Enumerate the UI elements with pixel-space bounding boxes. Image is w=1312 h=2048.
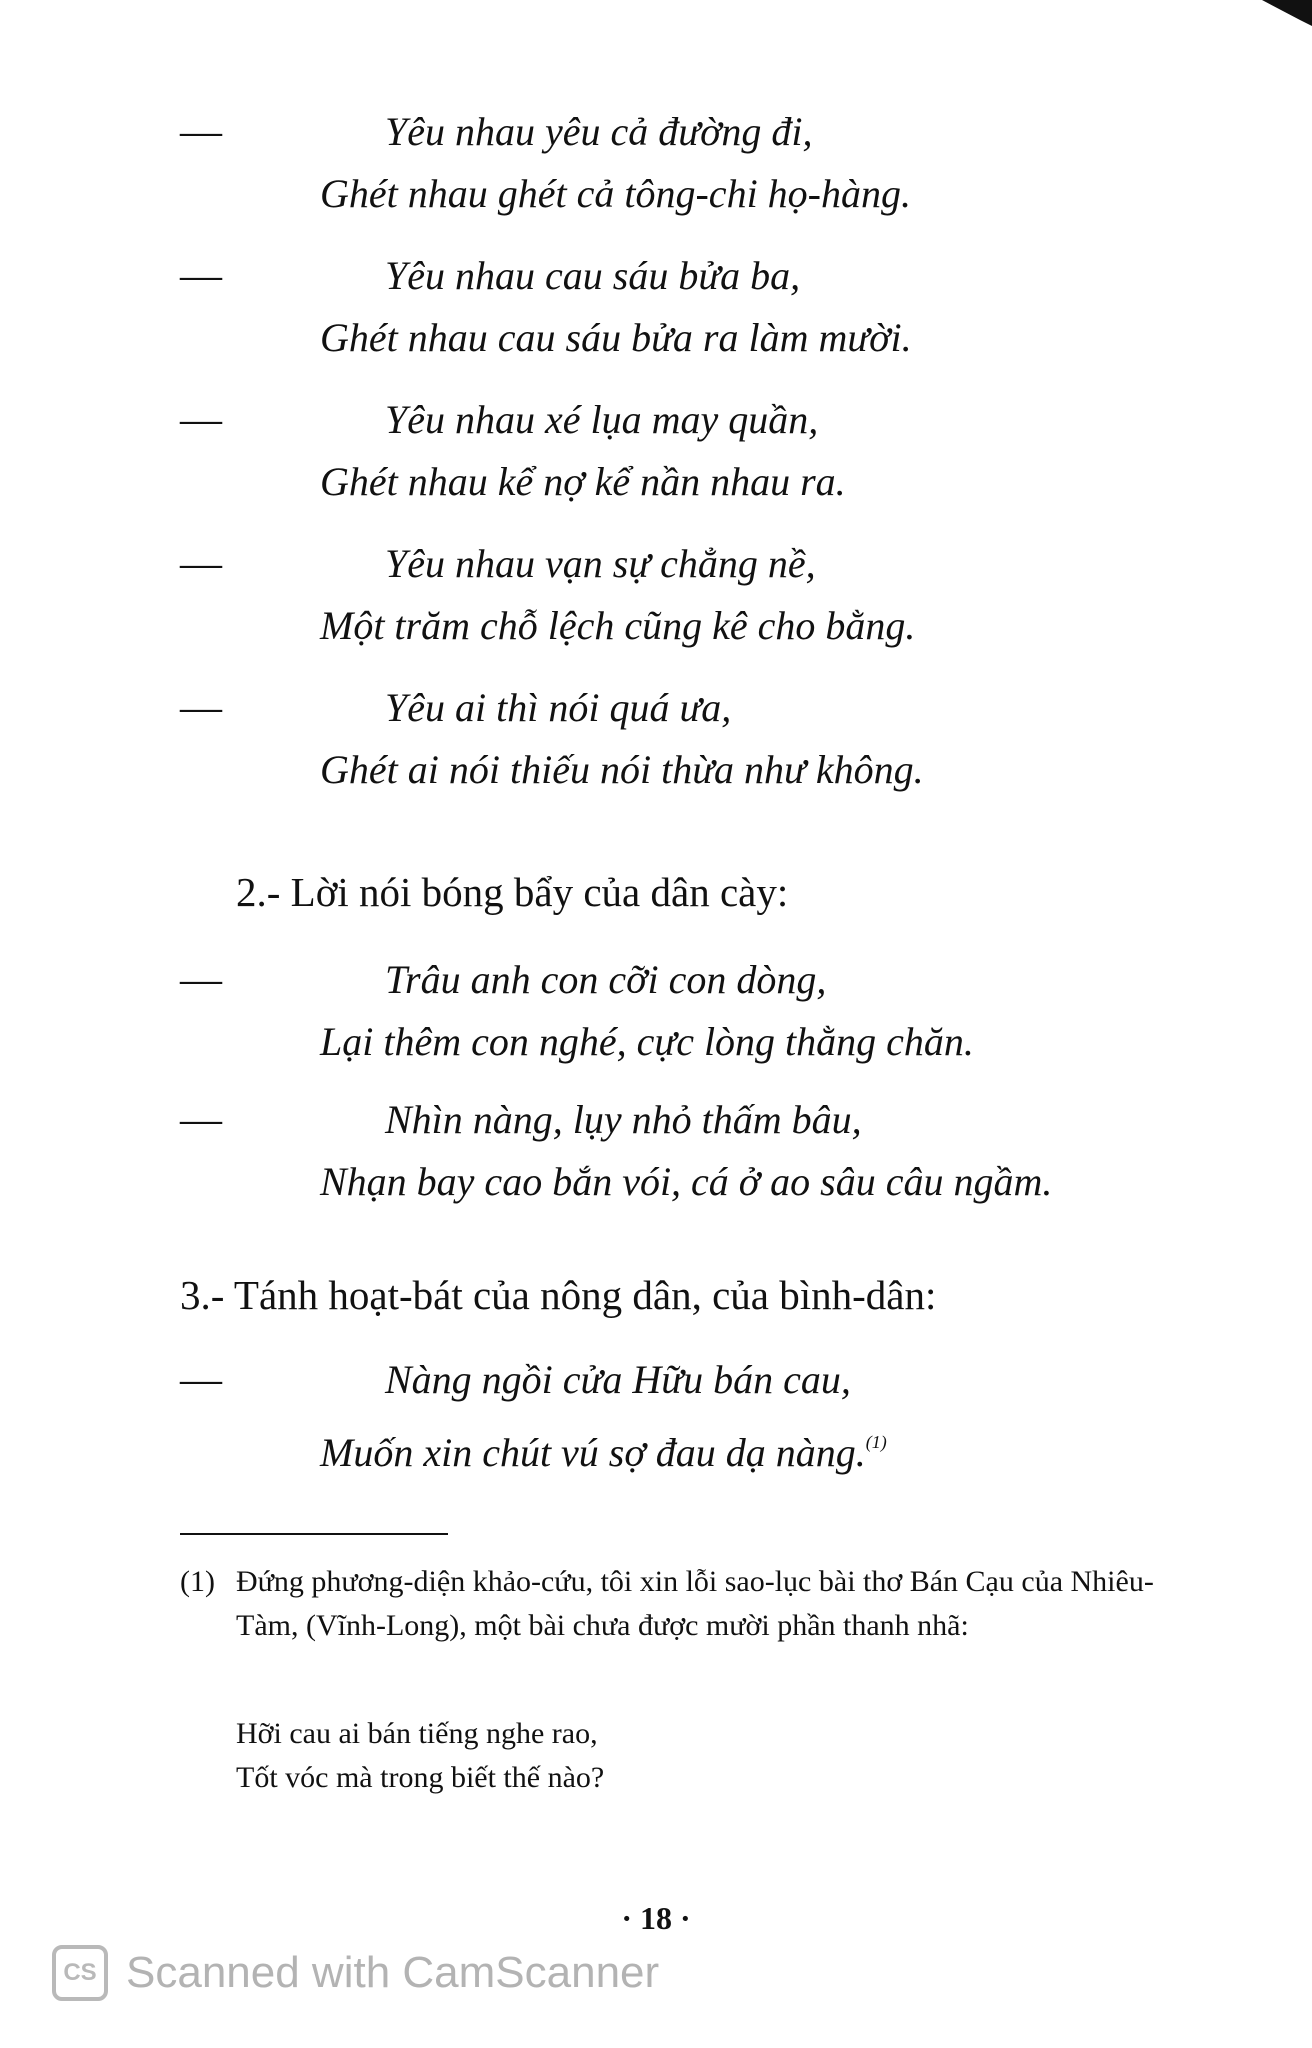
- footnote-text: Đứng phương-diện khảo-cứu, tôi xin lỗi sao-lục bài thơ Bán Cạu của Nhiêu-Tàm, (Vĩnh-Long), một bài chưa được mười phần thanh nhã:: [236, 1565, 1154, 1642]
- verse-line: [320, 1412, 887, 1483]
- verse-dash: —: [180, 541, 222, 587]
- verse-line: Ghét ai nói thiếu nói thừa như không.: [320, 747, 924, 792]
- verse-line: Nhìn nàng, lụy nhỏ thấm bâu,: [385, 1097, 862, 1142]
- footnote-reference: (1): [865, 1432, 887, 1452]
- verse-line: Ghét nhau ghét cả tông-chi họ-hàng.: [320, 171, 911, 216]
- page-number: · 18 ·: [621, 1900, 691, 1936]
- section-heading: 2.- Lời nói bóng bẩy của dân cày:: [236, 869, 789, 915]
- verse-dash: —: [180, 957, 222, 1003]
- verse-line: Yêu nhau xé lụa may quần,: [385, 397, 819, 442]
- section-heading: 3.- Tánh hoạt-bát của nông dân, của bình-dân:: [180, 1272, 937, 1318]
- verse-dash: —: [180, 1357, 222, 1403]
- watermark-text: Scanned with CamScanner: [126, 1948, 660, 1997]
- verse-line: Yêu nhau vạn sự chẳng nề,: [385, 541, 816, 586]
- verse-dash: —: [180, 397, 222, 443]
- footnote-marker: (1): [180, 1565, 215, 1598]
- verse-line-text: Muốn xin chút vú sợ đau dạ nàng.: [320, 1430, 866, 1475]
- verse-dash: —: [180, 1097, 222, 1143]
- verse-dash: —: [180, 685, 222, 731]
- verse-line: Ghét nhau kể nợ kể nần nhau ra.: [320, 459, 846, 504]
- verse-line: Yêu ai thì nói quá ưa,: [385, 685, 732, 730]
- verse-dash: —: [180, 253, 222, 299]
- verse-line: Nàng ngồi cửa Hữu bán cau,: [385, 1357, 851, 1402]
- footnote-divider: [180, 1533, 448, 1535]
- verse-line: Yêu nhau yêu cả đường đi,: [385, 109, 813, 154]
- corner-edge-mark: [1252, 0, 1312, 30]
- verse-line: Ghét nhau cau sáu bửa ra làm mười.: [320, 315, 912, 360]
- verse-line: Một trăm chỗ lệch cũng kê cho bằng.: [320, 603, 916, 648]
- camscanner-logo-icon: CS: [52, 1945, 108, 2001]
- verse-line: Yêu nhau cau sáu bửa ba,: [385, 253, 801, 298]
- footnote-verse-line: Hỡi cau ai bán tiếng nghe rao,: [236, 1717, 598, 1750]
- camscanner-watermark: [52, 1945, 659, 2001]
- verse-line: Nhạn bay cao bắn vói, cá ở ao sâu câu ngầm.: [320, 1159, 1053, 1204]
- verse-dash: —: [180, 109, 222, 155]
- verse-line: Lại thêm con nghé, cực lòng thằng chăn.: [320, 1019, 974, 1064]
- footnote-verse-line: Tốt vóc mà trong biết thế nào?: [236, 1761, 605, 1794]
- verse-line: Trâu anh con cỡi con dòng,: [385, 957, 827, 1002]
